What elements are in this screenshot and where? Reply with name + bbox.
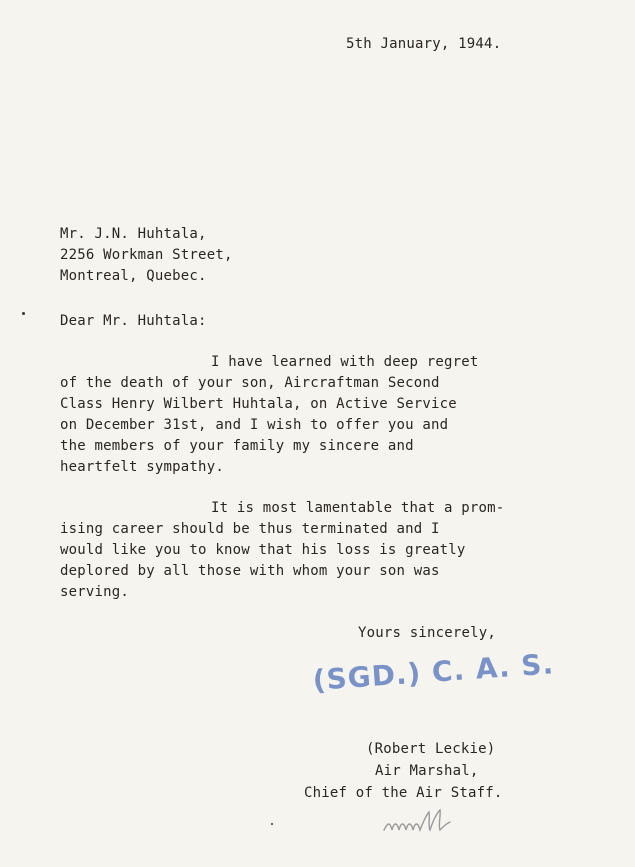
paragraph1-line: the members of your family my sincere and	[60, 438, 414, 454]
signatory-name: (Robert Leckie)	[366, 741, 496, 757]
paragraph2-line: deplored by all those with whom your son was	[60, 563, 440, 579]
salutation: Dear Mr. Huhtala:	[60, 313, 207, 329]
paper-speck	[22, 312, 25, 315]
recipient-street: 2256 Workman Street,	[60, 247, 233, 263]
paragraph2-line: It is most lamentable that a prom-	[211, 500, 505, 516]
recipient-name: Mr. J.N. Huhtala,	[60, 226, 207, 242]
handwritten-initials-mark	[380, 808, 470, 840]
paragraph1-line: I have learned with deep regret	[211, 354, 479, 370]
signatory-rank: Air Marshal,	[375, 763, 479, 779]
paragraph2-line: would like you to know that his loss is greatly	[60, 542, 466, 558]
letter-date: 5th January, 1944.	[346, 36, 502, 52]
paragraph2-line: ising career should be thus terminated and I	[60, 521, 440, 537]
paragraph1-line: heartfelt sympathy.	[60, 459, 224, 475]
paragraph1-line: of the death of your son, Aircraftman Second	[60, 375, 440, 391]
paragraph1-line: Class Henry Wilbert Huhtala, on Active Service	[60, 396, 457, 412]
paper-speck	[271, 823, 273, 825]
paragraph1-line: on December 31st, and I wish to offer you and	[60, 417, 449, 433]
paragraph2-line: serving.	[60, 584, 130, 600]
signed-stamp: (SGD.) C. A. S.	[311, 647, 556, 697]
recipient-city: Montreal, Quebec.	[60, 268, 207, 284]
signatory-title: Chief of the Air Staff.	[304, 785, 503, 801]
closing: Yours sincerely,	[358, 625, 497, 641]
